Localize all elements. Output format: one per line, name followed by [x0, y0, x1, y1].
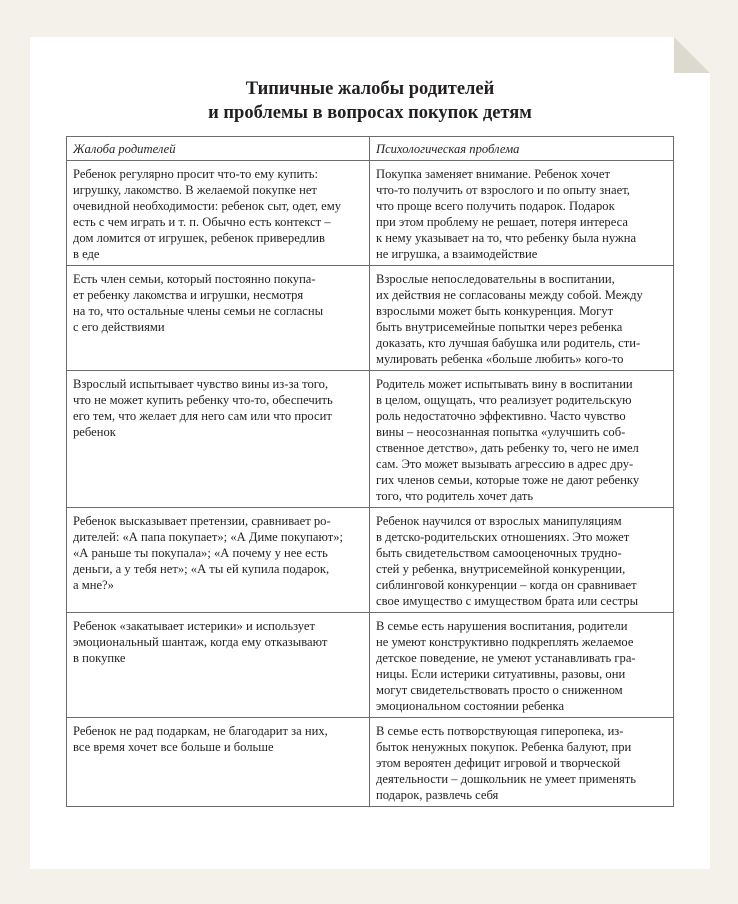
cell-text-line: а мне?»: [73, 578, 114, 592]
title-line-2: и проблемы в вопросах покупок детям: [208, 103, 532, 123]
cell-text-line: эмоциональном состоянии ребенка: [376, 699, 565, 713]
table-row: [67, 718, 674, 807]
header-complaint: Жалоба родителей: [67, 137, 370, 161]
cell-text-line: Ребенок высказывает претензии, сравнивает ро-: [73, 514, 331, 528]
cell-text-line: эмоциональный шантаж, когда ему отказывают: [73, 635, 328, 649]
table-row: [67, 613, 674, 718]
document-title: [30, 77, 710, 125]
complaint-cell: [67, 508, 370, 613]
problem-cell: [370, 718, 674, 807]
cell-text-line: в детско-родительских отношениях. Это может: [376, 530, 630, 544]
cell-text-line: мулировать ребенка «больше любить» кого-то: [376, 352, 624, 366]
table-header-row: [67, 137, 674, 161]
table-row: [67, 266, 674, 371]
cell-text-line: деятельности – дошкольник не умеет применять: [376, 772, 636, 786]
cell-text-line: Взрослый испытывает чувство вины из-за того,: [73, 377, 329, 391]
cell-text-line: есть с чем играть и т. п. Обычно есть контекст –: [73, 215, 331, 229]
cell-text-line: доказать, кто лучшая бабушка или родитель, сти-: [376, 336, 641, 350]
complaint-cell: [67, 266, 370, 371]
cell-text-line: вины – неосознанная попытка «улучшить соб-: [376, 425, 626, 439]
cell-text-line: детское поведение, не умеют устанавливать гра-: [376, 651, 636, 665]
header-problem: Психологическая проблема: [370, 137, 674, 161]
cell-text-line: Покупка заменяет внимание. Ребенок хочет: [376, 167, 610, 181]
cell-text-line: Ребенок научился от взрослых манипуляциям: [376, 514, 622, 528]
cell-text-line: в покупке: [73, 651, 126, 665]
cell-text-line: стей у ребенка, внутрисемейной конкуренции,: [376, 562, 626, 576]
cell-text-line: их действия не согласованы между собой. Между: [376, 288, 643, 302]
problem-cell: [370, 371, 674, 508]
cell-text-line: Ребенок регулярно просит что-то ему купить:: [73, 167, 318, 181]
cell-text-line: свое имущество с имуществом брата или сестры: [376, 594, 639, 608]
cell-text-line: Ребенок не рад подаркам, не благодарит за них,: [73, 724, 328, 738]
cell-text-line: этом вероятен дефицит игровой и творческой: [376, 756, 621, 770]
cell-text-line: Есть член семьи, который постоянно покупа-: [73, 272, 316, 286]
complaint-cell: [67, 161, 370, 266]
cell-text-line: ет ребенку лакомства и игрушки, несмотря: [73, 288, 304, 302]
complaints-table: [66, 136, 674, 807]
document-page: [30, 37, 710, 869]
complaint-cell: [67, 718, 370, 807]
cell-text-line: Ребенок «закатывает истерики» и использует: [73, 619, 316, 633]
cell-text-line: Взрослые непоследовательны в воспитании,: [376, 272, 615, 286]
complaint-cell: [67, 613, 370, 718]
cell-text-line: быток ненужных покупок. Ребенка балуют, при: [376, 740, 632, 754]
cell-text-line: быть внутрисемейные попытки через ребенка: [376, 320, 623, 334]
cell-text-line: не игрушка, а взаимодействие: [376, 247, 538, 261]
cell-text-line: игрушку, лакомство. В желаемой покупке нет: [73, 183, 317, 197]
problem-cell: [370, 161, 674, 266]
cell-text-line: что проще всего получить подарок. Подарок: [376, 199, 615, 213]
cell-text-line: роль недостаточно эффективно. Часто чувство: [376, 409, 626, 423]
cell-text-line: в целом, ощущать, что реализует родительскую: [376, 393, 632, 407]
cell-text-line: что не может купить ребенку что-то, обеспечить: [73, 393, 333, 407]
cell-text-line: В семье есть нарушения воспитания, родители: [376, 619, 628, 633]
cell-text-line: деньги, а у тебя нет»; «А ты ей купила подарок,: [73, 562, 330, 576]
cell-text-line: дителей: «А папа покупает»; «А Диме покупают»;: [73, 530, 344, 544]
cell-text-line: ственное детство», дать ребенку то, чего не имел: [376, 441, 639, 455]
table-body: [67, 161, 674, 807]
cell-text-line: В семье есть потворствующая гиперопека, из-: [376, 724, 624, 738]
problem-cell: [370, 613, 674, 718]
cell-text-line: сиблинговой конкуренции – когда он сравнивает: [376, 578, 637, 592]
cell-text-line: не умеют конструктивно подкреплять желаемое: [376, 635, 634, 649]
cell-text-line: взрослыми может быть конкуренция. Могут: [376, 304, 614, 318]
cell-text-line: к нему указывает на то, что ребенку была нужна: [376, 231, 637, 245]
cell-text-line: в еде: [73, 247, 100, 261]
cell-text-line: ребенок: [73, 425, 116, 439]
cell-text-line: все время хочет все больше и больше: [73, 740, 274, 754]
cell-text-line: Родитель может испытывать вину в воспитании: [376, 377, 633, 391]
table-row: [67, 371, 674, 508]
cell-text-line: на то, что остальные члены семьи не согласны: [73, 304, 324, 318]
cell-text-line: «А раньше ты покупала»; «А почему у нее есть: [73, 546, 328, 560]
problem-cell: [370, 508, 674, 613]
cell-text-line: его тем, что желает для него сам или что просит: [73, 409, 332, 423]
table-row: [67, 508, 674, 613]
complaint-cell: [67, 371, 370, 508]
cell-text-line: дом ломится от игрушек, ребенок привередлив: [73, 231, 325, 245]
cell-text-line: что-то получить от взрослого и по опыту знает,: [376, 183, 630, 197]
cell-text-line: ницы. Если истерики ситуативны, разовы, они: [376, 667, 626, 681]
cell-text-line: того, что родитель хочет дать: [376, 489, 534, 503]
page-fold-flap: [674, 37, 710, 73]
cell-text-line: сам. Это может вызывать агрессию в адрес дру-: [376, 457, 634, 471]
table-row: [67, 161, 674, 266]
cell-text-line: с его действиями: [73, 320, 165, 334]
cell-text-line: могут свидетельствовать просто о сниженном: [376, 683, 623, 697]
cell-text-line: быть свидетельством самооценочных трудно-: [376, 546, 622, 560]
cell-text-line: очевидной необходимости: ребенок сыт, одет, ему: [73, 199, 341, 213]
cell-text-line: гих членов семьи, которые тоже не дают ребенку: [376, 473, 640, 487]
problem-cell: [370, 266, 674, 371]
title-line-1: Типичные жалобы родителей: [245, 79, 495, 99]
cell-text-line: при этом проблему не решает, потеря интереса: [376, 215, 628, 229]
cell-text-line: подарок, развлечь себя: [376, 788, 499, 802]
